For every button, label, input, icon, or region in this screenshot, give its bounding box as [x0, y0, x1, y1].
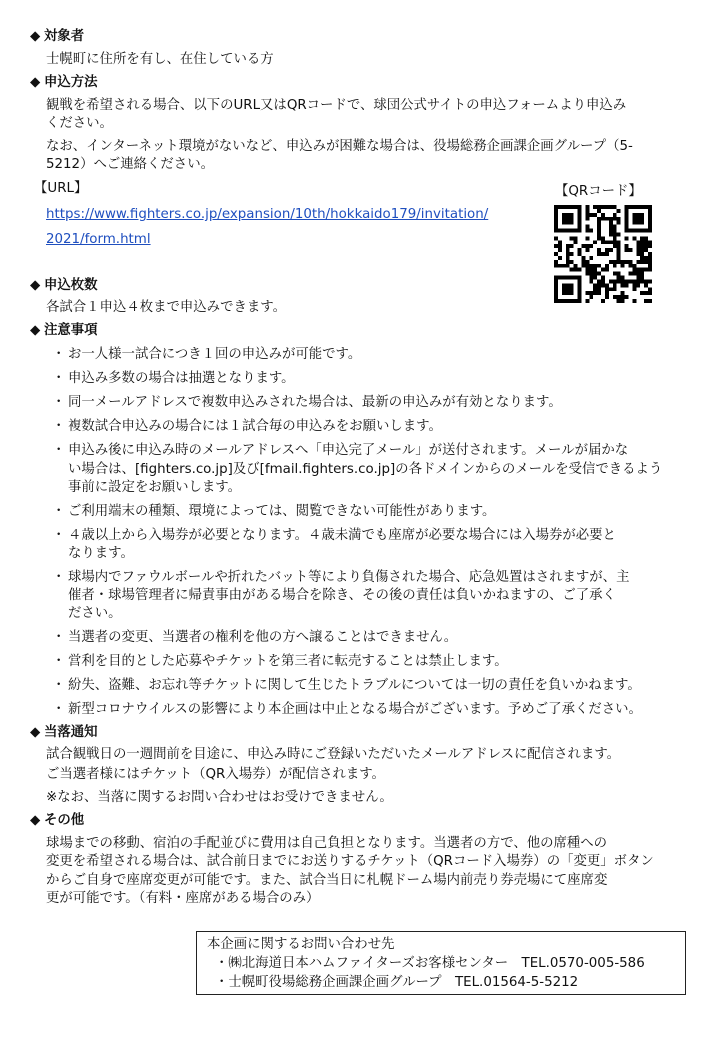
bullet-icon: ・ — [52, 654, 66, 669]
section-heading-target: ◆ 対象者 — [30, 29, 85, 44]
contact-title: 本企画に関するお問い合わせ先 — [207, 937, 395, 952]
note-item-continued: ださい。 — [68, 606, 122, 621]
method-line: 5212）へご連絡ください。 — [46, 157, 214, 172]
note-item-continued: なります。 — [68, 546, 134, 561]
notice-line: 試合観戦日の一週間前を目途に、申込み時にご登録いただいたメールアドレスに配信されます。 — [46, 747, 621, 762]
note-item: ４歳以上から入場券が必要となります。４歳未満でも座席が必要な場合には入場券が必要と — [68, 528, 616, 543]
note-item: 新型コロナウイルスの影響により本企画は中止となる場合がございます。予めご了承ください。 — [68, 702, 642, 717]
bullet-icon: ・ — [52, 395, 66, 410]
note-item-continued: い場合は、[fighters.co.jp]及び[fmail.fighters.co.jp]の各ドメインからのメールを受信できるよう — [68, 462, 663, 477]
method-line: ください。 — [46, 116, 113, 131]
note-item: ご利用端末の種類、環境によっては、閲覧できない可能性があります。 — [68, 504, 496, 519]
contact-line-fighters: ・㈱北海道日本ハムファイターズお客様センター TEL.0570-005-586 — [215, 956, 645, 971]
contact-line-town-office: ・士幌町役場総務企画課企画グループ TEL.01564-5-5212 — [215, 975, 579, 990]
application-url-link-continued[interactable]: 2021/form.html — [46, 232, 151, 247]
method-line: なお、インターネット環境がないなど、申込みが困難な場合は、役場総務企画課企画グループ（5- — [46, 139, 633, 154]
note-item: 球場内でファウルボールや折れたバット等により負傷された場合、応急処置はされますが、主 — [68, 570, 630, 585]
diamond-bullet-icon: ◆ — [30, 725, 41, 740]
section-heading-other: ◆ その他 — [30, 813, 85, 828]
bullet-icon: ・ — [52, 419, 66, 434]
tickets-text: 各試合１申込４枚まで申込みできます。 — [46, 300, 286, 315]
bullet-icon: ・ — [52, 630, 66, 645]
diamond-bullet-icon: ◆ — [30, 323, 41, 338]
note-item: 複数試合申込みの場合には１試合毎の申込みをお願いします。 — [68, 419, 442, 434]
bullet-icon: ・ — [52, 678, 66, 693]
qr-code-icon[interactable] — [554, 205, 652, 303]
bullet-icon: ・ — [52, 702, 66, 717]
section-heading-tickets: ◆ 申込枚数 — [30, 278, 98, 293]
notice-line: ※なお、当落に関するお問い合わせはお受けできません。 — [46, 790, 393, 805]
note-item: 紛失、盗難、お忘れ等チケットに関して生じたトラブルについては一切の責任を負いかねます。 — [68, 678, 641, 693]
note-item: お一人様一試合につき１回の申込みが可能です。 — [68, 347, 362, 362]
notice-line: ご当選者様にはチケット（QR入場券）が配信されます。 — [46, 767, 385, 782]
bullet-icon: ・ — [52, 504, 66, 519]
application-url-link[interactable]: https://www.fighters.co.jp/expansion/10th/hokkaido179/invitation/ — [46, 207, 489, 222]
note-item: 同一メールアドレスで複数申込みされた場合は、最新の申込みが有効となります。 — [68, 395, 562, 410]
bullet-icon: ・ — [52, 528, 66, 543]
other-line: からご自身で座席変更が可能です。また、試合当日に札幌ドーム場内前売り券売場にて座席変 — [46, 873, 608, 888]
bullet-icon: ・ — [52, 371, 66, 386]
method-line: 観戦を希望される場合、以下のURL又はQRコードで、球団公式サイトの申込フォームより申込み — [46, 98, 627, 113]
note-item: 当選者の変更、当選者の権利を他の方へ譲ることはできません。 — [68, 630, 458, 645]
note-item: 営利を目的とした応募やチケットを第三者に転売することは禁止します。 — [68, 654, 508, 669]
bullet-icon: ・ — [52, 570, 66, 585]
diamond-bullet-icon: ◆ — [30, 29, 41, 44]
note-item: 申込み後に申込み時のメールアドレスへ「申込完了メール」が送付されます。メールが届かな — [68, 443, 629, 458]
section-heading-method: ◆ 申込方法 — [30, 75, 98, 90]
other-line: 更が可能です。（有料・座席がある場合のみ） — [46, 891, 320, 906]
note-item: 申込み多数の場合は抽選となります。 — [68, 371, 295, 386]
diamond-bullet-icon: ◆ — [30, 278, 41, 293]
note-item-continued: 事前に設定をお願いします。 — [68, 480, 242, 495]
other-line: 変更を希望される場合は、試合前日までにお送りするチケット（QRコード入場券）の「変更」ボタン — [46, 854, 654, 869]
target-text: 士幌町に住所を有し、在住している方 — [46, 52, 274, 67]
contact-box — [196, 931, 686, 995]
section-heading-notice: ◆ 当落通知 — [30, 725, 98, 740]
qr-code-label: 【QRコード】 — [555, 184, 642, 199]
diamond-bullet-icon: ◆ — [30, 75, 41, 90]
diamond-bullet-icon: ◆ — [30, 813, 41, 828]
other-line: 球場までの移動、宿泊の手配並びに費用は自己負担となります。当選者の方で、他の席種への — [46, 836, 608, 851]
bullet-icon: ・ — [52, 443, 66, 458]
bullet-icon: ・ — [52, 347, 66, 362]
section-heading-notes: ◆ 注意事項 — [30, 323, 98, 338]
url-label: 【URL】 — [34, 181, 88, 196]
note-item-continued: 催者・球場管理者に帰責事由がある場合を除き、その後の責任は負いかねますの、ご了承く — [68, 588, 616, 603]
